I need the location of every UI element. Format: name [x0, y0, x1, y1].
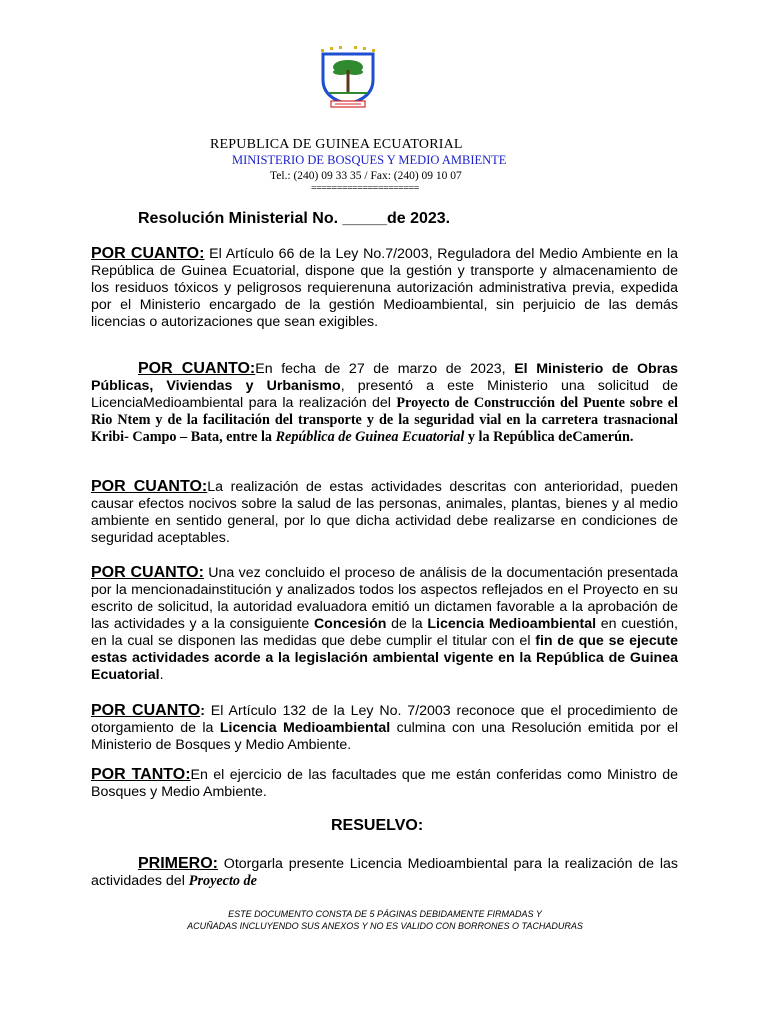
paragraph-text: Una vez concluido el proceso de análisis de la documentación presentada por la mencionadainstitución y analizados todos los aspectos reflejados en el Proyecto en su escrito de solicitud, la autoridad evaluadora emitió un dictamen favorable a la aprobación de las actividades y a la consiguiente [91, 565, 679, 632]
paragraph-por-cuanto-5 [91, 702, 678, 754]
paragraph-por-cuanto-2 [91, 360, 678, 446]
country-reference: República de Guinea Ecuatorial [275, 429, 465, 445]
project-name: Proyecto de Construcción del Puente sobre el Rio Ntem y de la facilitación del transporte y de la seguridad vial en la carretera trasnacional Kribi- Campo – Bata, entre la [91, 395, 678, 445]
paragraph-por-tanto [91, 766, 678, 801]
project-name: Proyecto de [188, 873, 257, 889]
bold-clause: fin de que se ejecute estas actividades acorde a la legislación ambiental vigente en la República de Guinea Ecuatorial [91, 633, 678, 683]
footer-line-1: ESTE DOCUMENTO CONSTA DE 5 PÁGINAS DEBIDAMENTE FIRMADAS Y [228, 909, 542, 919]
paragraph-text: En el ejercicio de las facultades que me están conferidas como Ministro de Bosques y Medio Ambiente. [91, 767, 678, 800]
paragraph-text: En fecha de 27 de marzo de 2023, [255, 361, 515, 377]
paragraph-lead-colon: : [200, 703, 205, 719]
paragraph-primero [91, 855, 678, 890]
paragraph-lead: PRIMERO: [138, 855, 218, 872]
footer-line-2: ACUÑADAS INCLUYENDO SUS ANEXOS Y NO ES VALIDO CON BORRONES O TACHADURAS [187, 921, 583, 931]
paragraph-por-cuanto-3 [91, 478, 678, 547]
bold-term: Licencia Medioambiental [219, 720, 391, 736]
bold-term: Licencia Medioambiental [427, 616, 597, 632]
paragraph-por-cuanto-4 [91, 564, 678, 684]
resuelvo-heading: RESUELVO: [331, 817, 424, 834]
paragraph-text: culmina con una Resolución emitida por el Ministerio de Bosques y Medio Ambiente. [91, 720, 679, 753]
paragraph-lead: POR CUANTO: [91, 564, 204, 581]
contact-phone-fax: Tel.: (240) 09 33 35 / Fax: (240) 09 10 07 [270, 170, 462, 182]
paragraph-text: Otorgarla presente Licencia Medioambiental para la realización de las actividades del [91, 856, 678, 889]
header-rule: ===================== [311, 183, 419, 194]
paragraph-lead: POR CUANTO: [91, 478, 208, 495]
country-name: REPUBLICA DE GUINEA ECUATORIAL [210, 137, 463, 152]
paragraph-lead: POR CUANTO: [91, 245, 205, 262]
applicant-ministry: El Ministerio de Obras Públicas, Viviendas y Urbanismo [91, 361, 679, 394]
paragraph-text: de la [386, 616, 428, 632]
country-reference-2: y la República deCamerún. [464, 429, 634, 445]
page-footer [0, 908, 770, 932]
paragraph-lead: POR TANTO: [91, 766, 191, 783]
national-coat-of-arms-icon [317, 46, 379, 108]
paragraph-text: . [159, 667, 164, 683]
bold-term: Concesión [313, 616, 387, 632]
paragraph-text: en cuestión, en la cual se disponen las medidas que debe cumplir el titular con el [91, 616, 678, 649]
paragraph-lead: POR CUANTO: [138, 360, 256, 377]
paragraph-text: , presentó a este Ministerio una solicitud de LicenciaMedioambiental para la realización del [91, 378, 678, 411]
paragraph-lead: POR CUANTO [91, 702, 201, 719]
paragraph-text: El Artículo 132 de la Ley No. 7/2003 reconoce que el procedimiento de otorgamiento de la [91, 703, 678, 736]
paragraph-por-cuanto-1 [91, 245, 678, 331]
ministry-name: MINISTERIO DE BOSQUES Y MEDIO AMBIENTE [232, 153, 507, 167]
paragraph-text: El Artículo 66 de la Ley No.7/2003, Reguladora del Medio Ambiente en la República de Guinea Ecuatorial, dispone que la gestión y transporte y almacenamiento de los residuos tóxicos y peligrosos requierenuna autorización administrativa previa, expedida por el Ministerio encargado de la gestión Medioambiental, sin perjuicio de las demás licencias o autorizaciones que sean exigibles. [91, 246, 678, 330]
paragraph-text: La realización de estas actividades descritas con anterioridad, pueden causar efectos nocivos sobre la salud de las personas, animales, plantas, bienes y al medio ambiente en sentido general, por lo que dicha actividad debe realizarse en condiciones de seguridad aceptables. [91, 479, 678, 546]
resolution-title: Resolución Ministerial No. _____de 2023. [138, 210, 451, 227]
